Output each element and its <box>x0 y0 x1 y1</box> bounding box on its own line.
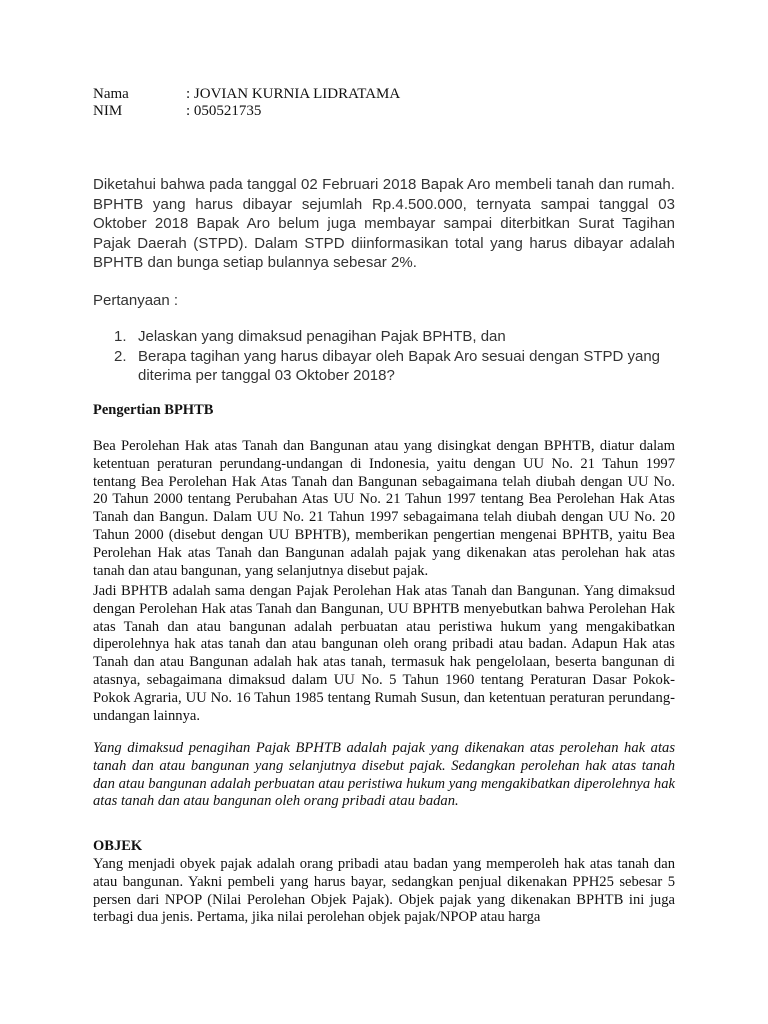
identity-block <box>93 86 400 120</box>
paragraph-definition: Bea Perolehan Hak atas Tanah dan Bangunan atau yang disingkat dengan BPHTB, diatur dalam ketentuan peraturan perundang-undangan di Indonesia, yaitu dengan UU No. 21 Tahun 1997 tentang Bea Perolehan Hak Atas Tanah dan Bangunan sebagaimana telah diubah dengan UU No. 20 Tahun 2000 tentang Perubahan Atas UU No. 21 Tahun 1997 tentang Bea Perolehan Hak Atas Tanah dan Bangun. Dalam UU No. 21 Tahun 1997 sebagaimana telah diubah dengan UU No. 20 Tahun 2000 (disebut dengan UU BPHTB), memberikan pengertian mengenai BPHTB, yaitu Bea Perolehan Hak atas Tanah dan Bangunan adalah pajak yang dikenakan atas perolehan hak atas tanah dan atau bangunan, yang selanjutnya disebut pajak. <box>93 438 675 579</box>
paragraph-objek: Yang menjadi obyek pajak adalah orang pribadi atau badan yang memperoleh hak atas tanah dan atau bangunan. Yakni pembeli yang harus bayar, sedangkan penjual dikenakan PPH25 sebesar 5 persen dari NPOP (Nilai Perolehan Objek Pajak). Objek pajak yang dikenakan BPHTB ini juga terbagi dua jenis. Pertama, jika nilai perolehan objek pajak/NPOP atau harga <box>93 856 675 926</box>
questions-heading: Pertanyaan : <box>93 292 179 309</box>
question-context: Diketahui bahwa pada tanggal 02 Februari 2018 Bapak Aro membeli tanah dan rumah. BPHTB yang harus dibayar sejumlah Rp.4.500.000, ternyata sampai tanggal 03 Oktober 2018 Bapak Aro belum juga membayar sampai diterbitkan Surat Tagihan Pajak Daerah (STPD). Dalam STPD diinformasikan total yang harus dibayar adalah BPHTB dan bunga setiap bulannya sebesar 2%. <box>93 176 675 272</box>
questions-list <box>93 327 675 386</box>
question-number: 1. <box>114 328 127 345</box>
question-number: 2. <box>114 347 127 365</box>
question-text: Berapa tagihan yang harus dibayar oleh Bapak Aro sesuai dengan STPD yang diterima per tanggal 03 Oktober 2018? <box>138 347 661 384</box>
name-value: : JOVIAN KURNIA LIDRATAMA <box>186 86 401 102</box>
question-item <box>93 327 675 347</box>
nim-label: NIM <box>93 103 123 119</box>
paragraph-answer-italic: Yang dimaksud penagihan Pajak BPHTB adalah pajak yang dikenakan atas perolehan hak atas tanah dan atau bangunan yang selanjutnya disebut pajak. Sedangkan perolehan hak atas tanah dan atau bangunan adalah perbuatan atau peristiwa hukum yang mengakibatkan diperolehnya hak atas tanah dan atau bangunan oleh orang pribadi atau badan. <box>93 740 675 810</box>
section-title-pengertian: Pengertian BPHTB <box>93 402 214 418</box>
name-label: Nama <box>93 86 129 102</box>
name-row <box>93 86 400 103</box>
nim-row <box>93 103 400 120</box>
nim-value: : 050521735 <box>186 103 262 119</box>
paragraph-acquisition: Jadi BPHTB adalah sama dengan Pajak Perolehan Hak atas Tanah dan Bangunan. Yang dimaksud dengan Perolehan Hak atas Tanah dan Bangunan, UU BPHTB menyebutkan bahwa Perolehan Hak atas Tanah dan atau bangunan adalah perbuatan atau peristiwa hukum yang mengakibatkan diperolehnya hak atas tanah dan atau bangunan oleh orang pribadi atau badan. Adapun Hak atas Tanah dan atau Bangunan adalah hak atas tanah, termasuk hak pengelolaan, beserta bangunan di atasnya, sebagaimana dimaksud dalam UU No. 5 Tahun 1960 tentang Peraturan Dasar Pokok-Pokok Agraria, UU No. 16 Tahun 1985 tentang Rumah Susun, dan ketentuan peraturan perundang- undangan lainnya. <box>93 583 675 724</box>
question-item <box>93 347 675 386</box>
question-text: Jelaskan yang dimaksud penagihan Pajak BPHTB, dan <box>138 328 506 345</box>
section-title-objek: OBJEK <box>93 838 143 854</box>
